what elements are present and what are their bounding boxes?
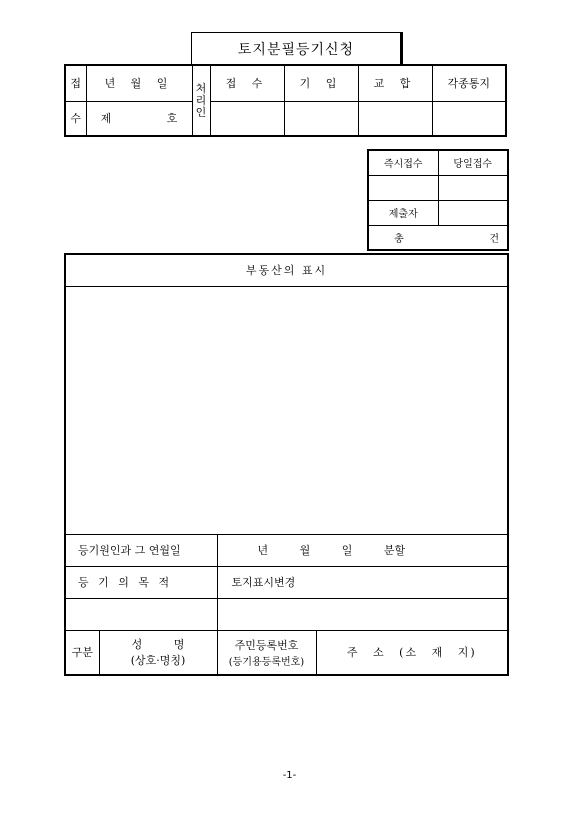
name-header-sub: (상호·명칭) [130, 654, 186, 668]
handler-label [192, 65, 210, 136]
form-title: 토지분필등기신청 [191, 32, 403, 64]
receipt-label-bottom: 수 [65, 101, 86, 136]
same-day-label: 당일접수 [438, 150, 508, 175]
col-verify: 교 합 [358, 65, 432, 101]
count-unit: 건 [489, 233, 499, 245]
blank-value-cell[interactable] [217, 598, 508, 630]
id-header [217, 630, 316, 675]
date-label: 년 월 일 [86, 65, 192, 101]
col-receipt: 접 수 [210, 65, 284, 101]
submitter-cell[interactable] [438, 200, 508, 225]
col-notice: 각종통지 [432, 65, 506, 101]
name-header [99, 630, 217, 675]
same-day-cell[interactable] [438, 175, 508, 200]
cell-receipt[interactable] [210, 101, 284, 136]
cause-value[interactable]: 년 월 일 분할 [217, 534, 508, 566]
cell-entry[interactable] [284, 101, 358, 136]
cell-verify[interactable] [358, 101, 432, 136]
name-header-main: 성 명 [131, 638, 185, 652]
purpose-value[interactable]: 토지표시변경 [217, 566, 508, 598]
submission-table [367, 149, 509, 251]
purpose-label: 등 기 의 목 적 [65, 566, 217, 598]
page-number: -1- [282, 770, 297, 781]
address-header: 주 소 (소 재 지) [316, 630, 508, 675]
id-header-main: 주민등록번호 [234, 638, 299, 652]
main-table [64, 253, 509, 676]
immediate-label: 즉시접수 [368, 150, 438, 175]
handler-char-3: 인 [195, 105, 207, 119]
id-header-sub: (등기용등록번호) [228, 656, 305, 668]
cause-label: 등기원인과 그 연월일 [65, 534, 217, 566]
total-label: 총 [394, 233, 404, 245]
immediate-cell[interactable] [368, 175, 438, 200]
receipt-table [64, 64, 507, 137]
property-header: 부동산의 표시 [65, 254, 508, 286]
number-label: 제 호 [86, 101, 192, 136]
property-area[interactable] [65, 286, 508, 534]
division-header: 구분 [65, 630, 99, 675]
submitter-label: 제출자 [368, 200, 438, 225]
cell-notice[interactable] [432, 101, 506, 136]
handler-char-2: 리 [195, 93, 207, 107]
total-row [368, 225, 508, 250]
handler-char-1: 처 [195, 81, 207, 95]
blank-label-cell[interactable] [65, 598, 217, 630]
receipt-label-top: 접 [65, 65, 86, 101]
col-entry: 기 입 [284, 65, 358, 101]
